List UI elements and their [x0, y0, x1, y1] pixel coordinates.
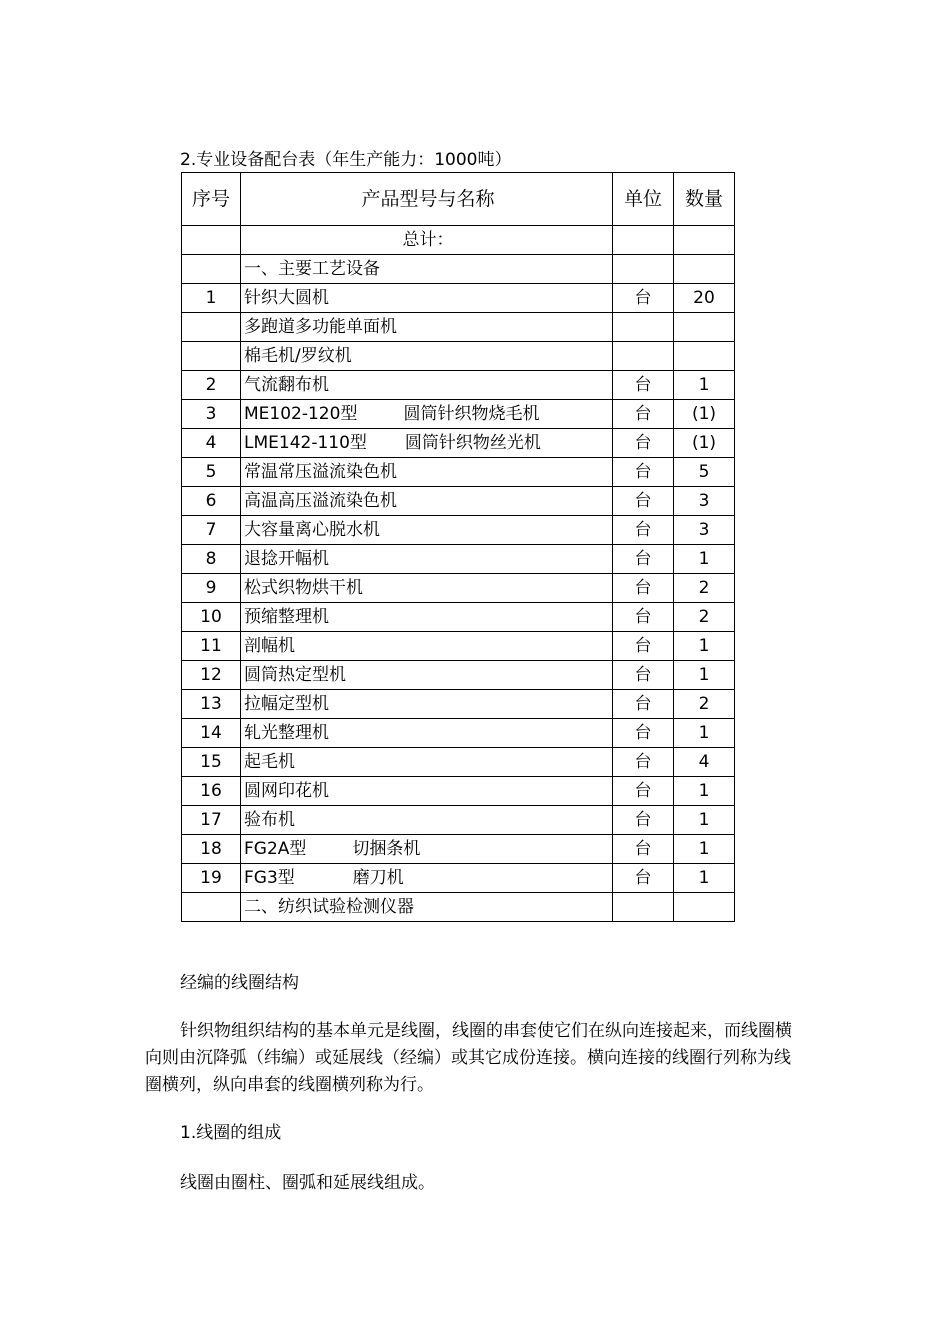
paragraph-text: 针织物组织结构的基本单元是线圈，线圈的串套使它们在纵向连接起来，而线圈横向则由沉降弧（纬编）或延展线（经编）或其它成份连接。横向连接的线圈行列称为线圈横列，纵向串套的线圈横列称为行。	[145, 1021, 792, 1095]
cell-unit: 台	[613, 719, 674, 748]
header-no: 序号	[182, 173, 241, 226]
cell-qty: 2	[674, 690, 735, 719]
cell-no: 6	[182, 487, 241, 516]
cell-unit	[613, 342, 674, 371]
cell-no	[182, 313, 241, 342]
table-row	[182, 342, 735, 371]
section-row	[182, 255, 735, 284]
cell-no: 18	[182, 835, 241, 864]
table-row	[182, 690, 735, 719]
cell-no	[182, 893, 241, 922]
cell-unit: 台	[613, 429, 674, 458]
table-row	[182, 864, 735, 893]
table-row	[182, 806, 735, 835]
cell-name	[241, 429, 613, 458]
cell-unit	[613, 893, 674, 922]
cell-unit: 台	[613, 487, 674, 516]
table-caption	[180, 148, 512, 172]
table-row	[182, 661, 735, 690]
header-qty: 数量	[674, 173, 735, 226]
cell-unit	[613, 313, 674, 342]
cell-name: 圆网印花机	[241, 777, 613, 806]
cell-unit: 台	[613, 603, 674, 632]
equipment-table	[181, 172, 735, 922]
cell-name: 预缩整理机	[241, 603, 613, 632]
cell-name	[241, 400, 613, 429]
cell-qty: 1	[674, 719, 735, 748]
cell-name: 大容量离心脱水机	[241, 516, 613, 545]
cell-qty: 1	[674, 545, 735, 574]
cell-unit: 台	[613, 864, 674, 893]
cell-no: 12	[182, 661, 241, 690]
cell-no: 5	[182, 458, 241, 487]
cell-qty	[674, 342, 735, 371]
caption-text: 专业设备配台表（年生产能力：	[196, 150, 435, 170]
table-row	[182, 574, 735, 603]
cell-no: 9	[182, 574, 241, 603]
cell-qty: (1)	[674, 429, 735, 458]
cell-unit: 台	[613, 400, 674, 429]
cell-no: 17	[182, 806, 241, 835]
cell-name-text: 圆筒针织物丝光机	[404, 433, 541, 453]
cell-unit	[613, 255, 674, 284]
cell-name	[241, 835, 613, 864]
cell-no: 19	[182, 864, 241, 893]
subsection-heading	[180, 1120, 281, 1147]
cell-name-text: 圆筒针织物烧毛机	[403, 404, 540, 424]
cell-name: 退捻开幅机	[241, 545, 613, 574]
cell-name	[241, 864, 613, 893]
section-heading: 经编的线圈结构	[180, 973, 299, 993]
cell-unit: 台	[613, 458, 674, 487]
cell-model: FG2A型	[244, 839, 307, 859]
cell-qty: 1	[674, 777, 735, 806]
cell-qty: 4	[674, 748, 735, 777]
table-row	[182, 284, 735, 313]
header-unit: 单位	[613, 173, 674, 226]
cell-no: 15	[182, 748, 241, 777]
cell-name: 验布机	[241, 806, 613, 835]
cell-model: FG3型	[244, 868, 295, 888]
total-row	[182, 226, 735, 255]
table-row	[182, 429, 735, 458]
table-row	[182, 371, 735, 400]
table-row	[182, 313, 735, 342]
cell-qty: 3	[674, 487, 735, 516]
cell-unit: 台	[613, 777, 674, 806]
cell-model: LME142-110型	[244, 433, 367, 453]
cell-unit: 台	[613, 806, 674, 835]
cell-no	[182, 255, 241, 284]
cell-no: 16	[182, 777, 241, 806]
cell-name: 轧光整理机	[241, 719, 613, 748]
cell-qty: 1	[674, 864, 735, 893]
table-row	[182, 545, 735, 574]
cell-qty: (1)	[674, 400, 735, 429]
cell-qty: 1	[674, 661, 735, 690]
total-label: 总计：	[241, 226, 613, 255]
cell-name: 高温高压溢流染色机	[241, 487, 613, 516]
cell-name: 拉幅定型机	[241, 690, 613, 719]
cell-name: 圆筒热定型机	[241, 661, 613, 690]
cell-qty	[674, 893, 735, 922]
body-paragraph: 线圈由圈柱、圈弧和延展线组成。	[180, 1173, 435, 1193]
cell-qty: 1	[674, 632, 735, 661]
table-row	[182, 835, 735, 864]
cell-name: 气流翻布机	[241, 371, 613, 400]
cell-qty: 1	[674, 806, 735, 835]
cell-name: 常温常压溢流染色机	[241, 458, 613, 487]
cell-name: 松式织物烘干机	[241, 574, 613, 603]
section-row	[182, 893, 735, 922]
caption-number: 2.	[180, 150, 197, 170]
cell-unit	[613, 226, 674, 255]
cell-name-text: 磨刀机	[352, 868, 404, 888]
table-row	[182, 458, 735, 487]
cell-qty	[674, 313, 735, 342]
cell-qty: 1	[674, 835, 735, 864]
cell-no: 11	[182, 632, 241, 661]
cell-name-text: 切捆条机	[352, 839, 421, 859]
cell-no: 7	[182, 516, 241, 545]
cell-name: 剖幅机	[241, 632, 613, 661]
cell-qty	[674, 255, 735, 284]
table-row	[182, 719, 735, 748]
section-label: 一、主要工艺设备	[241, 255, 613, 284]
caption-unit-text: 吨）	[477, 150, 512, 170]
caption-capacity: 1000	[434, 150, 478, 170]
cell-no: 1	[182, 284, 241, 313]
cell-unit: 台	[613, 516, 674, 545]
cell-name: 多跑道多功能单面机	[241, 313, 613, 342]
cell-unit: 台	[613, 690, 674, 719]
cell-name: 针织大圆机	[241, 284, 613, 313]
cell-name: 起毛机	[241, 748, 613, 777]
cell-unit: 台	[613, 632, 674, 661]
cell-no	[182, 226, 241, 255]
body-paragraph	[145, 1018, 805, 1099]
cell-no: 13	[182, 690, 241, 719]
cell-qty: 20	[674, 284, 735, 313]
table-row	[182, 632, 735, 661]
cell-unit: 台	[613, 835, 674, 864]
cell-no: 2	[182, 371, 241, 400]
cell-unit: 台	[613, 748, 674, 777]
cell-unit: 台	[613, 574, 674, 603]
cell-unit: 台	[613, 661, 674, 690]
cell-unit: 台	[613, 371, 674, 400]
subsection-text: 线圈的组成	[196, 1123, 282, 1143]
table-row	[182, 487, 735, 516]
section-label: 二、纺织试验检测仪器	[241, 893, 613, 922]
cell-no: 8	[182, 545, 241, 574]
cell-qty: 3	[674, 516, 735, 545]
subsection-number: 1.	[180, 1123, 197, 1143]
cell-no	[182, 342, 241, 371]
cell-no: 4	[182, 429, 241, 458]
cell-qty: 5	[674, 458, 735, 487]
cell-qty: 2	[674, 603, 735, 632]
table-row	[182, 748, 735, 777]
table-row	[182, 516, 735, 545]
table-row	[182, 400, 735, 429]
table-row	[182, 777, 735, 806]
cell-no: 14	[182, 719, 241, 748]
table-row	[182, 603, 735, 632]
cell-qty: 2	[674, 574, 735, 603]
cell-no: 3	[182, 400, 241, 429]
cell-unit: 台	[613, 284, 674, 313]
cell-qty	[674, 226, 735, 255]
cell-no: 10	[182, 603, 241, 632]
cell-name: 棉毛机/罗纹机	[241, 342, 613, 371]
table-header-row	[182, 173, 735, 226]
cell-unit: 台	[613, 545, 674, 574]
cell-qty: 1	[674, 371, 735, 400]
cell-model: ME102-120型	[244, 404, 358, 424]
header-name: 产品型号与名称	[241, 173, 613, 226]
